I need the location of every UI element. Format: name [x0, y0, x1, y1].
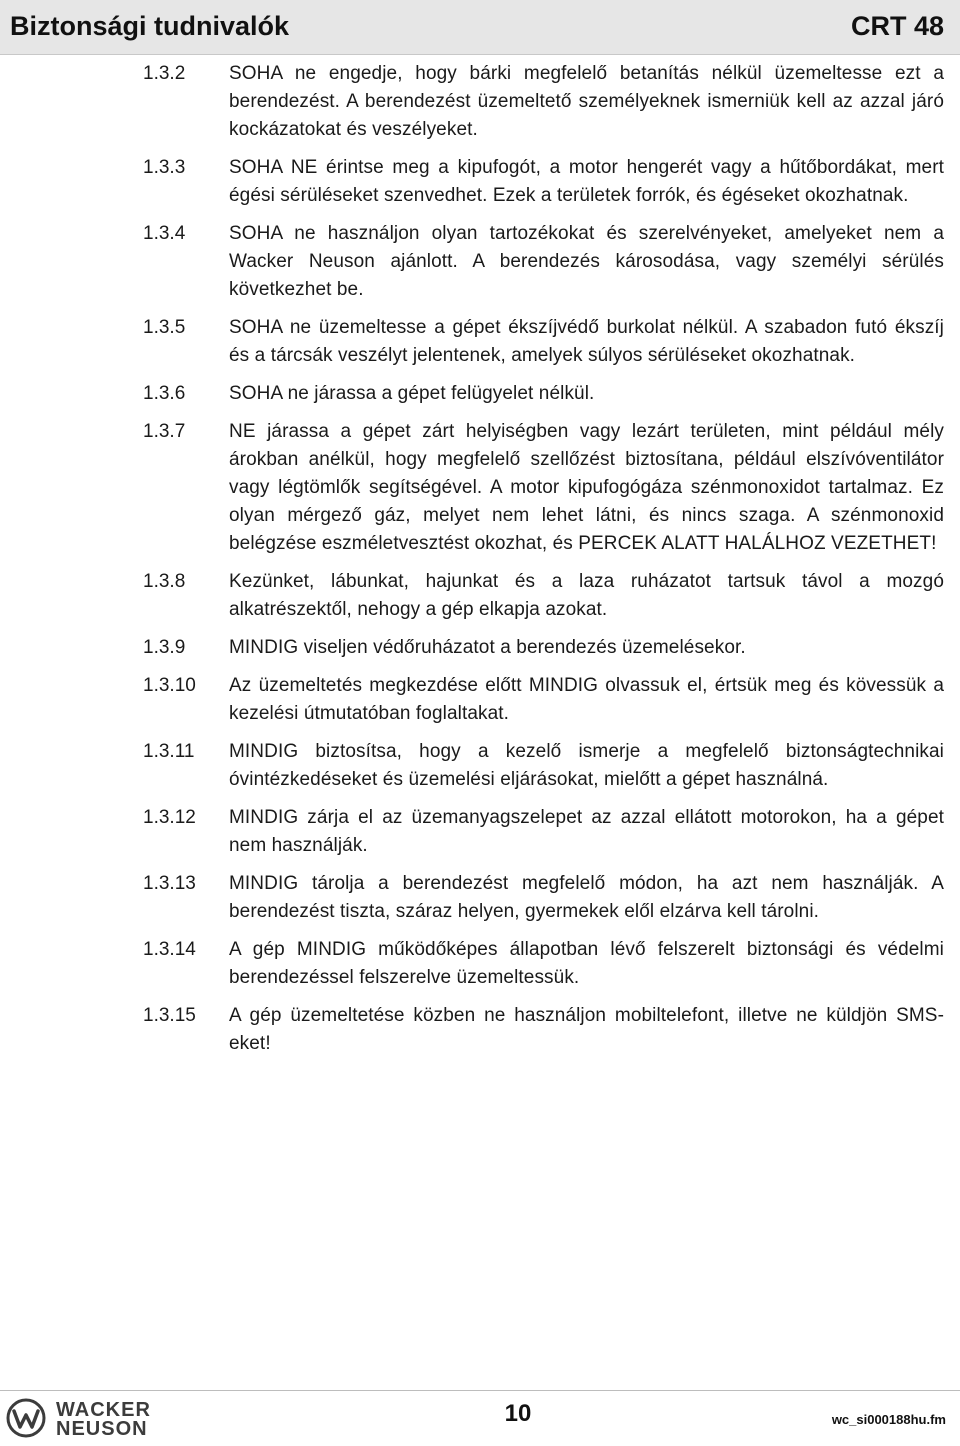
list-item	[0, 936, 960, 992]
item-number: 1.3.7	[143, 421, 186, 442]
section-title: Biztonsági tudnivalók	[10, 11, 290, 41]
item-text: SOHA ne használjon olyan tartozékokat és szerelvényeket, amelyeket nem a Wacker Neuson ajánlott. A berendezés károsodása, vagy személyi sérülés következhet be.	[229, 223, 944, 300]
list-item	[0, 314, 960, 370]
list-item	[0, 1002, 960, 1058]
item-number: 1.3.11	[143, 741, 195, 762]
item-text: SOHA ne járassa a gépet felügyelet nélkül.	[229, 383, 595, 404]
list-item	[0, 380, 960, 408]
list-item	[0, 60, 960, 144]
logo-text-neuson: NEUSON	[56, 1418, 148, 1440]
item-number: 1.3.4	[143, 223, 186, 244]
item-number: 1.3.3	[143, 157, 186, 178]
item-text: SOHA NE érintse meg a kipufogót, a motor hengerét vagy a hűtőbordákat, mert égési sérüléseket szenvedhet. Ezek a területek forrók, és égéseket okozhatnak.	[229, 157, 944, 206]
list-item	[0, 804, 960, 860]
document-code: wc_si000188hu.fm	[831, 1412, 946, 1427]
model-name: CRT 48	[850, 11, 944, 41]
item-number: 1.3.13	[143, 873, 196, 894]
item-text: MINDIG zárja el az üzemanyagszelepet az azzal ellátott motorokon, ha a gépet nem használják.	[229, 807, 944, 856]
page-number: 10	[504, 1400, 532, 1427]
item-text: SOHA ne engedje, hogy bárki megfelelő betanítás nélkül üzemeltesse ezt a berendezést. A berendezést üzemeltető személyeknek ismerniük kell az azzal járó kockázatokat és veszélyeket.	[229, 63, 944, 140]
list-item	[0, 634, 960, 662]
item-text: MINDIG viseljen védőruházatot a berendezés üzemelésekor.	[229, 637, 746, 658]
item-text: NE járassa a gépet zárt helyiségben vagy lezárt területen, mint például mély árokban anélkül, hogy megfelelő szellőzést biztosítana, például elszívóventilátor vagy légtömlők segítségével. A motor kipufogógáza szénmonoxidot tartalmaz. Ez olyan mérgező gáz, melyet nem lehet látni, és nincs szaga. A szénmonoxid belégzése eszméletvesztést okozhat, és PERCEK ALATT HALÁLHOZ VEZETHET!	[229, 421, 944, 554]
item-number: 1.3.6	[143, 383, 186, 404]
item-text: MINDIG biztosítsa, hogy a kezelő ismerje a megfelelő biztonságtechnikai óvintézkedéseket és üzemelési eljárásokat, mielőtt a gépet használná.	[229, 741, 944, 790]
wacker-neuson-logo	[6, 1398, 196, 1442]
item-number: 1.3.10	[143, 675, 196, 696]
item-number: 1.3.9	[143, 637, 186, 658]
item-number: 1.3.15	[143, 1005, 196, 1026]
page-header	[0, 0, 960, 55]
list-item	[0, 568, 960, 624]
list-item	[0, 672, 960, 728]
footer-divider	[0, 1390, 960, 1391]
list-item	[0, 220, 960, 304]
item-number: 1.3.8	[143, 571, 186, 592]
item-text: Az üzemeltetés megkezdése előtt MINDIG olvassuk el, értsük meg és kövessük a kezelési útmutatóban foglaltakat.	[229, 675, 944, 724]
item-number: 1.3.5	[143, 317, 186, 338]
logo-text-wacker: WACKER	[56, 1399, 151, 1421]
wacker-neuson-w-icon	[6, 1398, 46, 1438]
list-item	[0, 418, 960, 558]
list-item	[0, 870, 960, 926]
safety-list	[0, 60, 960, 1068]
list-item	[0, 738, 960, 794]
item-number: 1.3.12	[143, 807, 196, 828]
item-text: SOHA ne üzemeltesse a gépet ékszíjvédő burkolat nélkül. A szabadon futó ékszíj és a tárcsák veszélyt jelentenek, amelyek súlyos sérüléseket okozhatnak.	[229, 317, 944, 366]
item-number: 1.3.2	[143, 63, 186, 84]
item-text: MINDIG tárolja a berendezést megfelelő módon, ha azt nem használják. A berendezést tiszta, száraz helyen, gyermekek elől elzárva kell tárolni.	[229, 873, 944, 922]
item-number: 1.3.14	[143, 939, 196, 960]
item-text: A gép üzemeltetése közben ne használjon mobiltelefont, illetve ne küldjön SMS-eket!	[229, 1005, 944, 1054]
list-item	[0, 154, 960, 210]
item-text: A gép MINDIG működőképes állapotban lévő felszerelt biztonsági és védelmi berendezéssel felszerelve üzemeltessük.	[229, 939, 944, 988]
item-text: Kezünket, lábunkat, hajunkat és a laza ruházatot tartsuk távol a mozgó alkatrészektől, nehogy a gép elkapja azokat.	[229, 571, 944, 620]
